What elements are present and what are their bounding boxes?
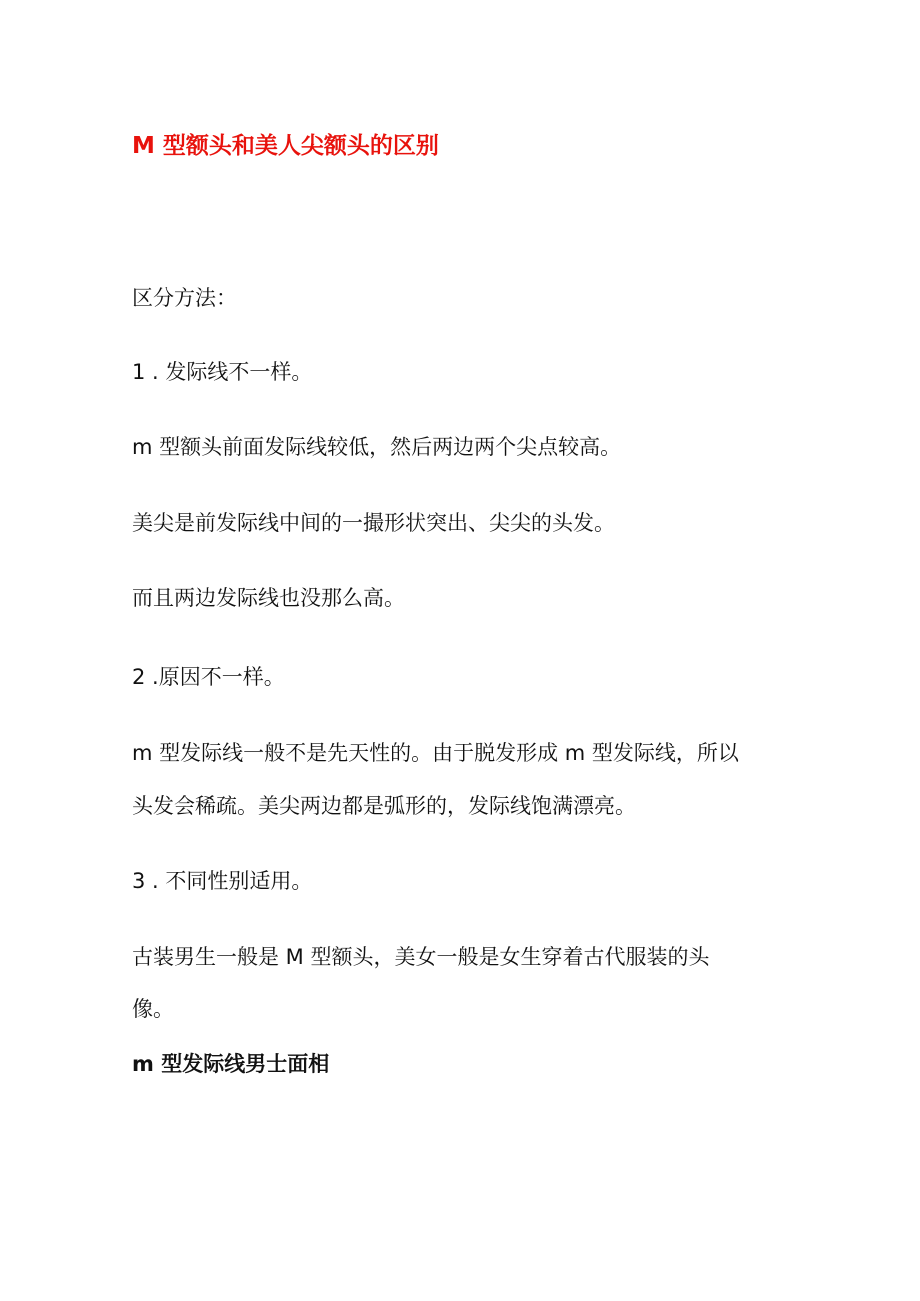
section1-line3: 而且两边发际线也没那么高。 — [132, 586, 405, 610]
section1-heading: 1 . 发际线不一样。 — [132, 360, 313, 384]
section1-line2: 美尖是前发际线中间的一撮形状突出、尖尖的头发。 — [132, 511, 615, 535]
section3-line2: 像。 — [132, 997, 174, 1021]
section2-heading: 2 .原因不一样。 — [132, 665, 285, 689]
section2-line1: m 型发际线一般不是先天性的。由于脱发形成 m 型发际线，所以 — [132, 741, 739, 765]
section2-line2: 头发会稀疏。美尖两边都是弧形的，发际线饱满漂亮。 — [132, 794, 636, 818]
intro-text: 区分方法： — [132, 286, 237, 310]
subheading: m 型发际线男士面相 — [132, 1052, 330, 1076]
section3-heading: 3 . 不同性别适用。 — [132, 869, 313, 893]
section3-line1: 古装男生一般是 M 型额头，美女一般是女生穿着古代服装的头 — [132, 945, 710, 969]
section1-line1: m 型额头前面发际线较低，然后两边两个尖点较高。 — [132, 435, 622, 459]
document-title: M 型额头和美人尖额头的区别 — [132, 133, 439, 159]
